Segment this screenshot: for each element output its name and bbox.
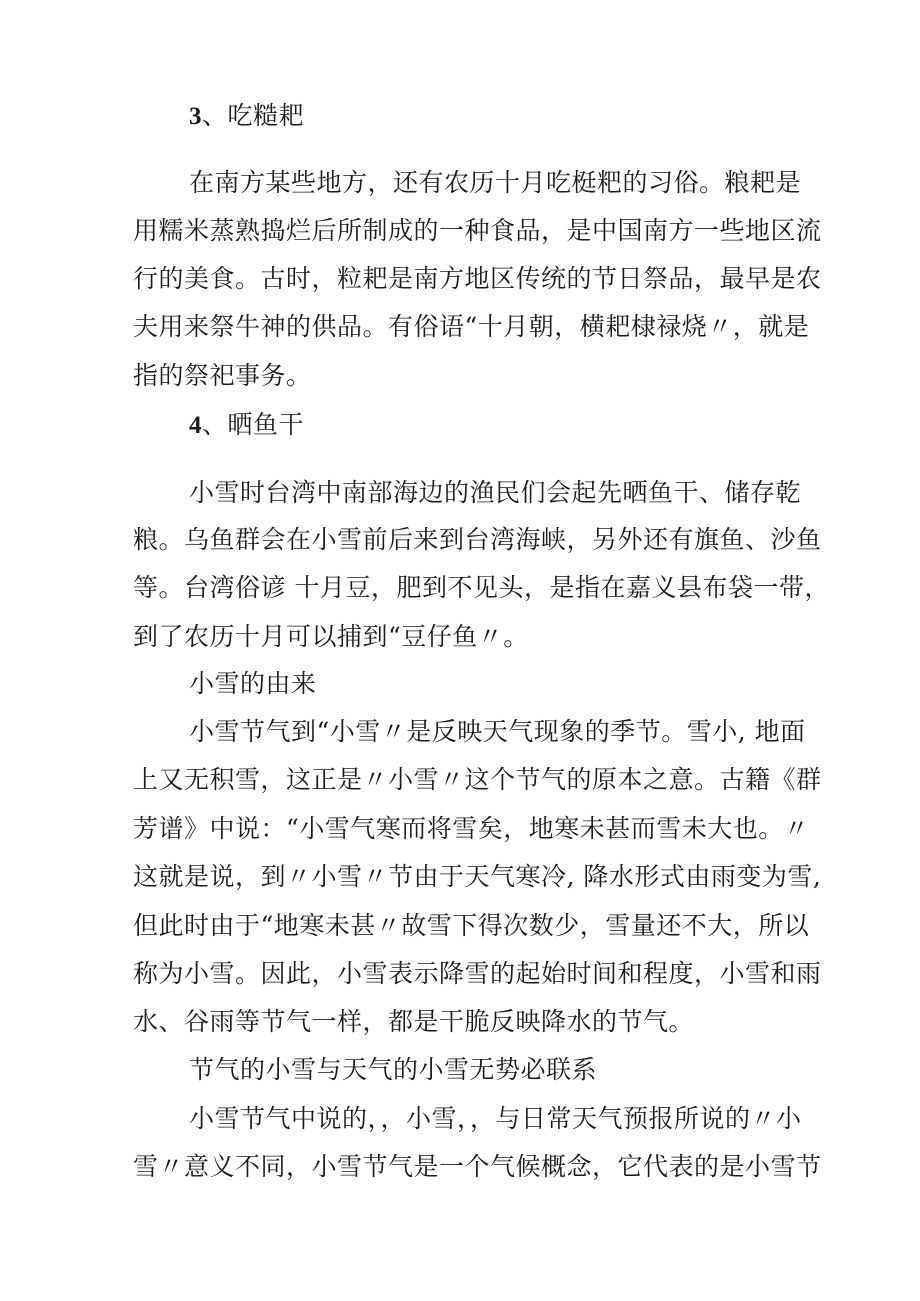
subheading-relation: 节气的小雪与天气的小雪无势必联系 xyxy=(189,1055,598,1084)
paragraph-line: 小雪节气到“小雪〃是反映天气现象的季节。雪小, 地面 xyxy=(189,717,806,746)
section-title: 、晒鱼干 xyxy=(202,410,305,439)
paragraph-line: 指的祭祀事务。 xyxy=(133,361,312,390)
paragraph-line: 夫用来祭牛神的供品。有俗语“十月朝，横耙棣禄烧〃，就是 xyxy=(133,312,810,341)
paragraph-line: 水、谷雨等节气一样，都是干脆反映降水的节气。 xyxy=(133,1007,695,1036)
paragraph-line: 到了农历十月可以捕到“豆仔鱼〃。 xyxy=(133,622,529,651)
paragraph-line: 粮。乌鱼群会在小雪前后来到台湾海峡，另外还有旗鱼、沙鱼 xyxy=(133,525,822,554)
paragraph-line: 小雪节气中说的，，小雪，，与日常天气预报所说的〃小 xyxy=(189,1104,802,1133)
paragraph-line: 上又无积雪，这正是〃小雪〃这个节气的原本之意。古籍《群 xyxy=(133,765,822,794)
section-heading-4 xyxy=(189,410,304,441)
subheading-origin: 小雪的由来 xyxy=(189,669,317,698)
paragraph-line: 这就是说，到〃小雪〃节由于天气寒冷, 降水形式由雨变为雪, xyxy=(133,862,822,891)
paragraph-line: 在南方某些地方，还有农历十月吃梃粑的习俗。粮耙是 xyxy=(189,168,802,197)
section-number: 4 xyxy=(189,412,202,439)
section-number: 3 xyxy=(189,103,202,130)
paragraph-line: 用糯米蒸熟捣烂后所制成的一种食品，是中国南方一些地区流 xyxy=(133,216,822,245)
section-heading-3 xyxy=(189,101,304,132)
paragraph-line: 行的美食。古时，粒耙是南方地区传统的节日祭品，最早是农 xyxy=(133,264,822,293)
paragraph-line: 等。台湾俗谚 十月豆，肥到不见头，是指在嘉义县布袋一带， xyxy=(133,573,830,602)
section-title: 、吃糙耙 xyxy=(202,101,305,130)
paragraph-line: 但此时由于“地寒未甚〃故雪下得次数少，雪量还不大，所以 xyxy=(133,911,810,940)
paragraph-line: 小雪时台湾中南部海边的渔民们会起先晒鱼干、储存乾 xyxy=(189,478,802,507)
paragraph-line: 芳谱》中说：“小雪气寒而将雪矣，地寒未甚而雪未大也。〃 xyxy=(133,814,810,843)
paragraph-line: 雪〃意义不同，小雪节气是一个气候概念，它代表的是小雪节 xyxy=(133,1152,822,1181)
paragraph-line: 称为小雪。因此，小雪表示降雪的起始时间和程度，小雪和雨 xyxy=(133,959,822,988)
